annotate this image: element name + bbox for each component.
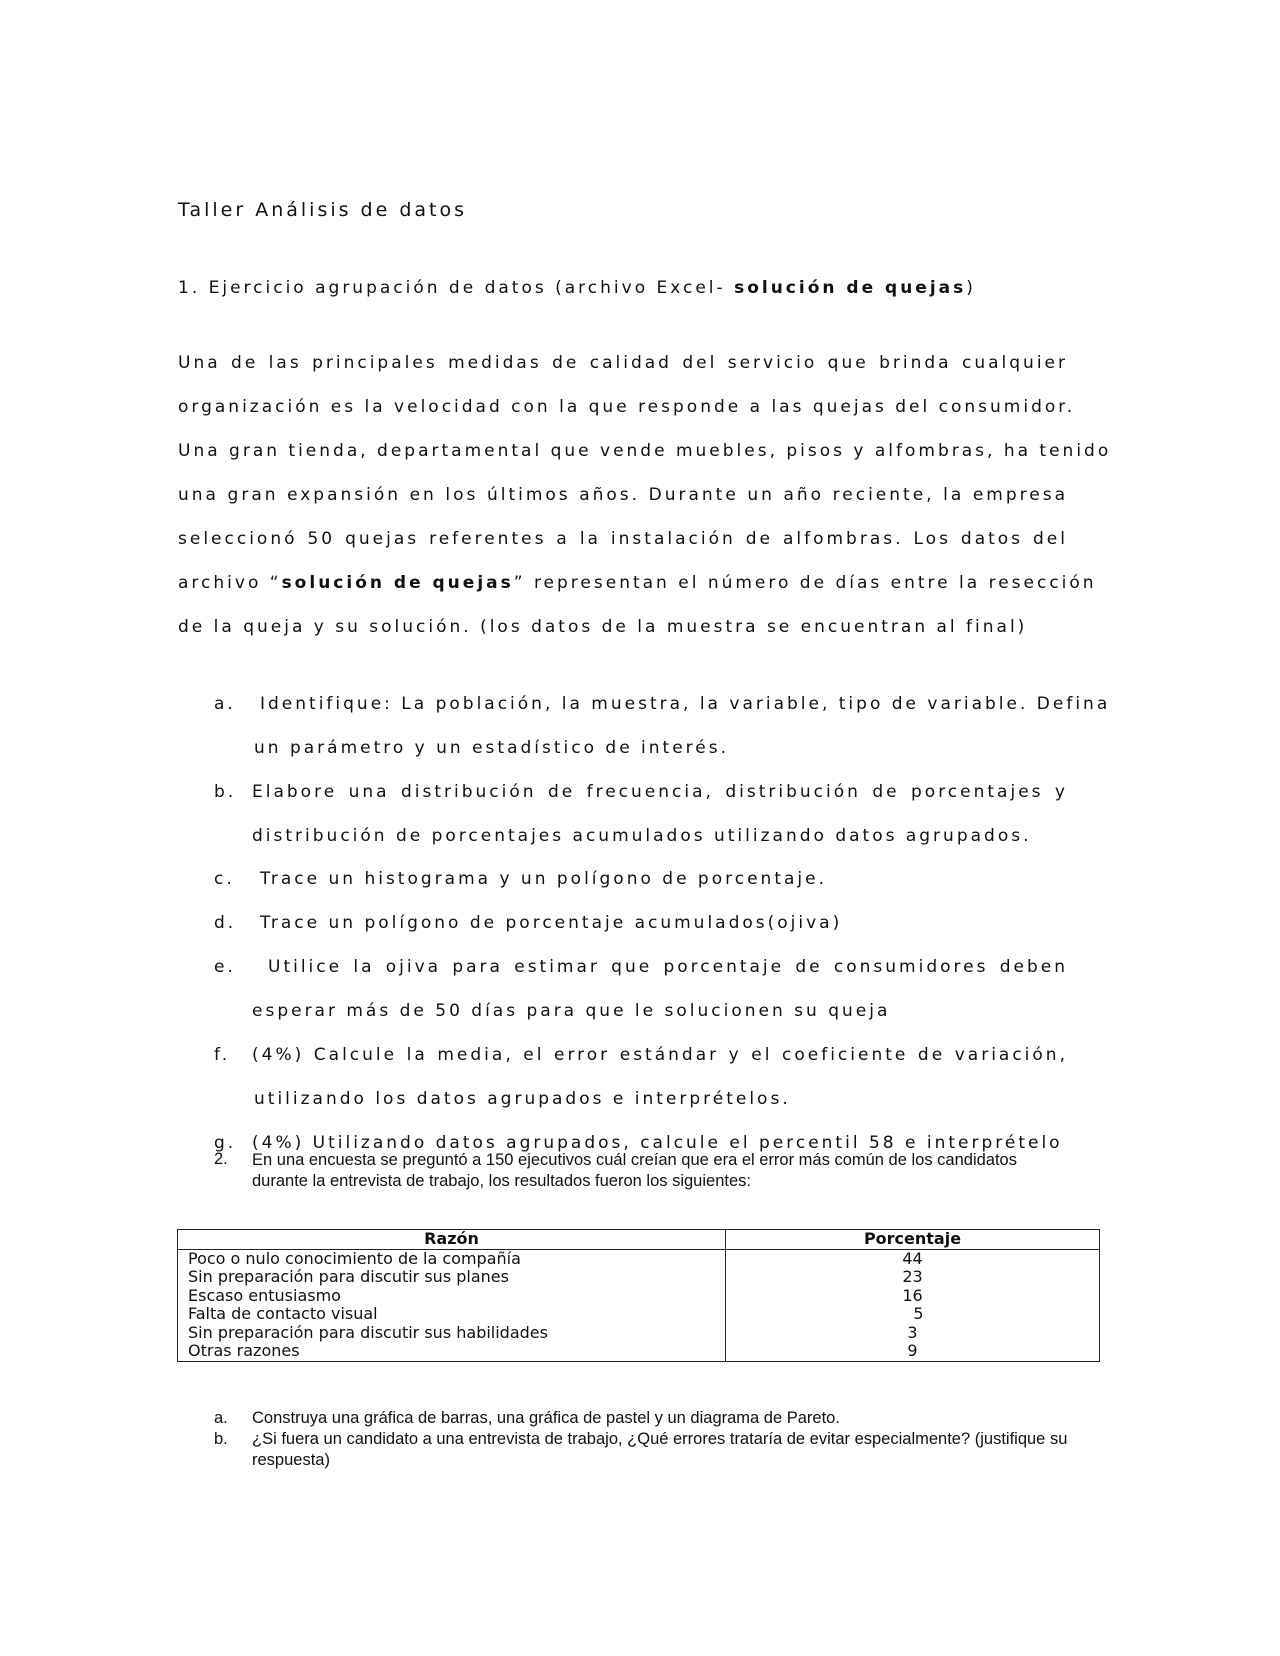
item-line: (4%) Calcule la media, el error estándar y el coeficiente de variación, <box>252 1045 1068 1065</box>
item-text: ¿Si fuera un candidato a una entrevista de trabajo, ¿Qué errores trataría de evitar especialmente? (justifique su respuesta) <box>252 1430 1068 1469</box>
item-line: un parámetro y un estadístico de interés. <box>254 738 730 758</box>
table-cell-percentage: 44 <box>726 1249 1100 1268</box>
item-letter: b. <box>214 782 237 802</box>
question-1-heading <box>178 278 976 298</box>
table-cell-percentage: 9 <box>726 1342 1100 1361</box>
paragraph-line: de la queja y su solución. (los datos de la muestra se encuentran al final) <box>178 617 1028 637</box>
table-cell-reason: Escaso entusiasmo <box>178 1287 726 1306</box>
item-line: esperar más de 50 días para que le solucionen su queja <box>252 1001 891 1021</box>
table-cell-reason: Sin preparación para discutir sus habilidades <box>178 1324 726 1343</box>
table-cell-percentage: 5 <box>726 1305 1100 1324</box>
paragraph-line6-file: solución de quejas <box>281 573 514 593</box>
table-header-reason: Razón <box>178 1230 726 1250</box>
document-title: Taller Análisis de datos <box>178 199 468 221</box>
paragraph-line: Una de las principales medidas de calidad del servicio que brinda cualquier <box>178 353 1068 373</box>
table-row <box>178 1342 1100 1361</box>
table-cell-percentage: 23 <box>726 1268 1100 1287</box>
item-letter: b. <box>214 1430 228 1448</box>
question-1-heading-suffix: ) <box>966 278 976 298</box>
item-letter: e. <box>214 957 236 977</box>
table-header-percentage: Porcentaje <box>726 1230 1100 1250</box>
item-line: Trace un histograma y un polígono de porcentaje. <box>260 869 827 889</box>
item-text: Construya una gráfica de barras, una gráfica de pastel y un diagrama de Pareto. <box>252 1409 840 1427</box>
paragraph-line6-prefix: archivo “ <box>178 573 282 593</box>
question-1-heading-file: solución de quejas <box>734 278 967 298</box>
item-line: (4%) Utilizando datos agrupados, calcule el percentil 58 e interprételo <box>252 1133 1063 1153</box>
paragraph-line: seleccionó 50 quejas referentes a la instalación de alfombras. Los datos del <box>178 529 1068 549</box>
table-cell-reason: Falta de contacto visual <box>178 1305 726 1324</box>
table-cell-reason: Poco o nulo conocimiento de la compañía <box>178 1249 726 1268</box>
paragraph-line <box>178 573 1097 597</box>
question-1-heading-prefix: 1. Ejercicio agrupación de datos (archivo Excel- <box>178 278 735 298</box>
paragraph-line6-suffix: ” representan el número de días entre la resección <box>513 573 1097 593</box>
table-row <box>178 1324 1100 1343</box>
item-letter: g. <box>214 1133 237 1153</box>
table-row <box>178 1268 1100 1287</box>
paragraph-line: una gran expansión en los últimos años. Durante un año reciente, la empresa <box>178 485 1068 505</box>
item-line: utilizando los datos agrupados e interprételos. <box>254 1089 791 1109</box>
item-letter: a. <box>214 1409 228 1427</box>
item-line: Elabore una distribución de frecuencia, distribución de porcentajes y <box>252 782 1068 802</box>
item-line: Identifique: La población, la muestra, la variable, tipo de variable. Defina <box>260 694 1111 714</box>
item-line: Utilice la ojiva para estimar que porcentaje de consumidores deben <box>268 957 1068 977</box>
item-letter: c. <box>214 869 235 889</box>
item-letter: d. <box>214 913 237 933</box>
paragraph-line: Una gran tienda, departamental que vende muebles, pisos y alfombras, ha tenido <box>178 441 1112 461</box>
table-row <box>178 1249 1100 1268</box>
reasons-table <box>177 1229 1100 1362</box>
table-row <box>178 1305 1100 1324</box>
table-row <box>178 1287 1100 1306</box>
item-letter: a. <box>214 694 236 714</box>
item-line: Trace un polígono de porcentaje acumulados(ojiva) <box>260 913 843 933</box>
table-cell-reason: Sin preparación para discutir sus planes <box>178 1268 726 1287</box>
paragraph-line: organización es la velocidad con la que responde a las quejas del consumidor. <box>178 397 1076 417</box>
table-header-row <box>178 1230 1100 1250</box>
question-2-number: 2. <box>214 1150 228 1168</box>
question-2-text: En una encuesta se preguntó a 150 ejecutivos cuál creían que era el error más común de los candidatos durante la entrevista de trabajo, los resultados fueron los siguientes: <box>252 1151 1017 1190</box>
item-letter: f. <box>214 1045 231 1065</box>
table-cell-percentage: 16 <box>726 1287 1100 1306</box>
item-line: distribución de porcentajes acumulados utilizando datos agrupados. <box>252 826 1032 846</box>
table-cell-percentage: 3 <box>726 1324 1100 1343</box>
table-cell-reason: Otras razones <box>178 1342 726 1361</box>
